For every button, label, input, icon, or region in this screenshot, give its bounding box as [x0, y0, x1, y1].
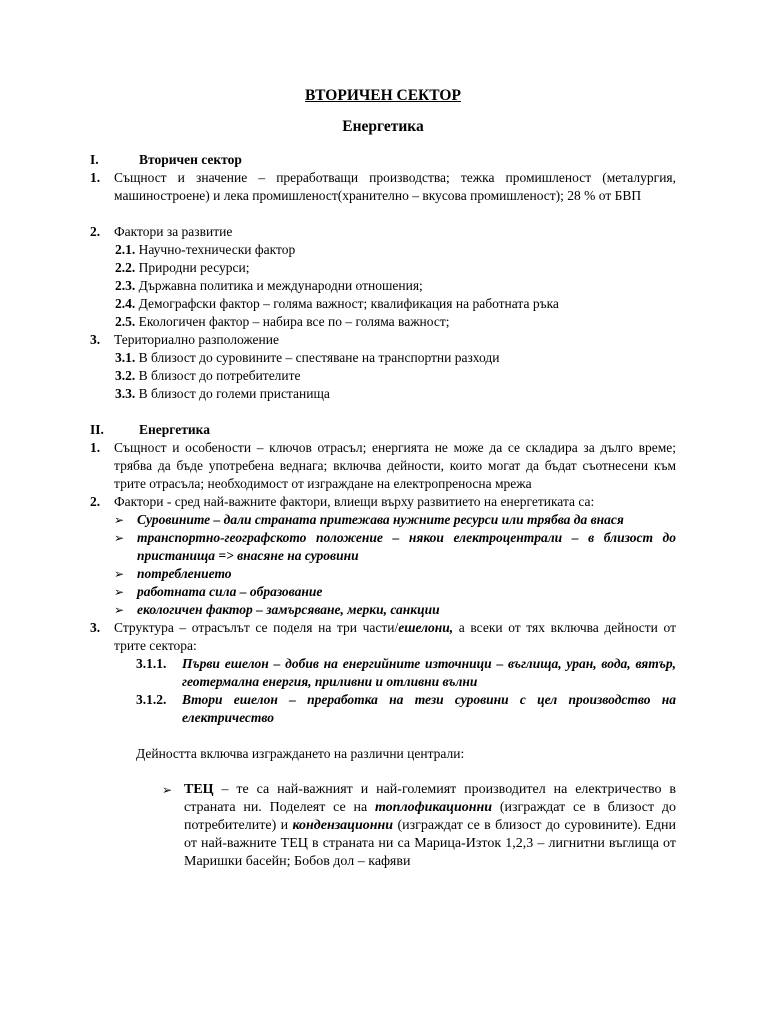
sub-text: В близост до потребителите	[138, 368, 301, 383]
tec-emphasis: топлофикационни	[374, 800, 493, 815]
item-text-part: а всеки от тях включва дейности от трите сектора:	[114, 620, 676, 653]
sub-item	[115, 367, 676, 385]
tec-text-part: – те са най-важният и най-големият производител на електричество в страната ни. Поделеят се на	[184, 782, 676, 815]
arrow-bullet-icon: ➢	[114, 603, 125, 617]
arrow-bullet-icon: ➢	[162, 783, 173, 797]
sub-text: Природни ресурси;	[138, 260, 250, 275]
sub-text: Държавна политика и международни отношения;	[138, 278, 423, 293]
section-numeral: II.	[90, 422, 104, 437]
sub-item	[115, 313, 676, 331]
list-item	[90, 619, 676, 655]
sub-number: 2.3.	[115, 278, 136, 293]
sub-item	[115, 241, 676, 259]
bullet-item	[114, 529, 676, 565]
sub-item	[115, 259, 676, 277]
list-item	[90, 493, 676, 511]
sub-number: 2.4.	[115, 296, 136, 311]
sub-text: Първи ешелон – добив на енергийните източници – въглища, уран, вода, вятър, геотермална енергия, приливни и отливни вълни	[182, 656, 676, 689]
item-number: 3.	[90, 332, 101, 347]
sub-item	[115, 349, 676, 367]
sub-number: 3.1.1.	[136, 656, 167, 671]
item-text: Същност и особености – ключов отрасъл; енергията не може да се складира за дълго време; трябва да бъде употребена веднага; включва дейности, които могат да бъдат съотнесени към трите отрасъла; необходимост от изграждане на електропреносна мрежа	[114, 440, 676, 491]
sub-number: 2.1.	[115, 242, 136, 257]
sub-text: Демографски фактор – голяма важност; квалификация на работната ръка	[138, 296, 559, 311]
bullet-text: транспортно-географското положение – някои електроцентрали – в близост до пристанища => внасяне на суровини	[137, 530, 676, 563]
sub-item	[136, 691, 676, 727]
section-2-heading	[90, 421, 676, 439]
sub-number: 3.1.2.	[136, 692, 167, 707]
document-title: ВТОРИЧЕН СЕКТОР	[305, 87, 461, 104]
list-item	[90, 439, 676, 493]
sub-text: Научно-технически фактор	[138, 242, 296, 257]
sub-item	[136, 655, 676, 691]
item-text-part: Структура – отрасълът се поделя на три части/	[114, 620, 399, 635]
sub-text: Екологичен фактор – набира все по – голяма важност;	[138, 314, 450, 329]
bullet-item	[114, 565, 676, 583]
list-item	[90, 331, 676, 349]
item-text: Фактори за развитие	[114, 224, 233, 239]
spacer	[90, 205, 676, 223]
item-text: Фактори - сред най-важните фактори, влиещи върху развитието на енергетиката са:	[114, 494, 595, 509]
item-text	[114, 619, 676, 655]
sub-item	[115, 385, 676, 403]
sub-text: В близост до големи пристанища	[138, 386, 330, 401]
item-text: Териториално разположение	[114, 332, 279, 347]
arrow-bullet-icon: ➢	[114, 567, 125, 581]
bullet-text: потреблението	[137, 566, 232, 581]
arrow-bullet-icon: ➢	[114, 513, 125, 527]
sub-number: 3.1.	[115, 350, 136, 365]
section-1-heading	[90, 151, 676, 169]
arrow-bullet-icon: ➢	[114, 585, 125, 599]
sub-number: 2.2.	[115, 260, 136, 275]
bullet-text: Суровините – дали страната притежава нужните ресурси или трябва да внася	[137, 512, 624, 527]
tec-emphasis: кондензационни	[292, 818, 394, 833]
item-text-emphasis: ешелони,	[398, 620, 454, 635]
item-number: 1.	[90, 440, 101, 455]
bullet-item	[114, 601, 676, 619]
sub-text: В близост до суровините – спестяване на транспортни разходи	[138, 350, 500, 365]
sub-text: Втори ешелон – преработка на тези суровини с цел производство на електричество	[182, 692, 676, 725]
bullet-item	[114, 583, 676, 601]
paragraph: Дейността включва изграждането на различни централи:	[136, 746, 465, 761]
tec-bullet	[162, 781, 676, 871]
document-page	[90, 86, 676, 871]
item-number: 2.	[90, 494, 101, 509]
tec-text	[184, 781, 676, 871]
item-number: 1.	[90, 170, 101, 185]
item-number: 2.	[90, 224, 101, 239]
spacer	[90, 403, 676, 421]
section-heading-text: Енергетика	[139, 422, 210, 437]
document-subtitle: Енергетика	[342, 118, 424, 135]
spacer	[90, 763, 676, 781]
sub-item	[115, 295, 676, 313]
list-item	[90, 169, 676, 205]
tec-text-part: (изграждат се в близост до потребителите) и	[184, 800, 677, 833]
bullet-text: работната сила – образование	[137, 584, 323, 599]
item-number: 3.	[90, 620, 101, 635]
sub-item	[115, 277, 676, 295]
item-text: Същност и значение – преработващи производства; тежка промишленост (металургия, машиностроене) и лека промишленост(хранително – вкусова промишленост); 28 % от БВП	[114, 170, 676, 203]
arrow-bullet-icon: ➢	[114, 531, 125, 545]
section-numeral: I.	[90, 152, 99, 167]
sub-number: 3.3.	[115, 386, 136, 401]
sub-number: 3.2.	[115, 368, 136, 383]
tec-label: ТЕЦ	[184, 782, 214, 797]
bullet-text: екологичен фактор – замърсяване, мерки, санкции	[137, 602, 440, 617]
sub-number: 2.5.	[115, 314, 136, 329]
tec-text-part: (изграждат се в близост до суровините). Едни от най-важните ТЕЦ в страната ни са Марица-Изток 1,2,3 – лигнитни въглища от Маришки басейн; Бобов дол – кафяви	[184, 818, 676, 869]
spacer	[90, 727, 676, 745]
section-heading-text: Вторичен сектор	[139, 152, 242, 167]
list-item	[90, 223, 676, 241]
bullet-item	[114, 511, 676, 529]
